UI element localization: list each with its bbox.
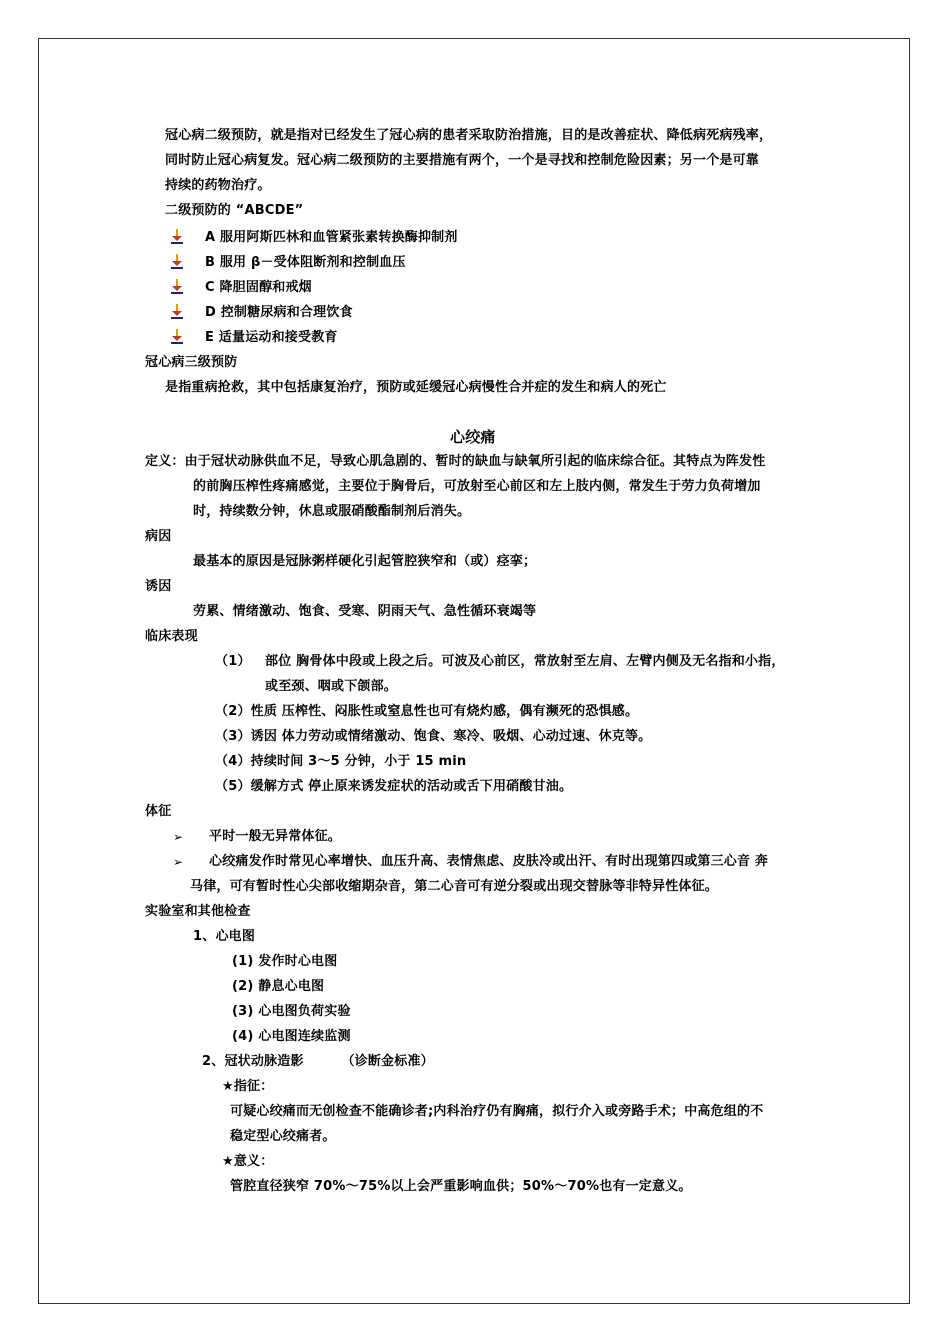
definition-line3: 时，持续数分钟，休息或服硝酸酯制剂后消失。 [193,504,471,519]
sign-heading: 体征 [145,804,172,819]
sign-item-1: 平时一般无异常体征。 [209,829,342,844]
clinical-item-5: （5）缓解方式 停止原来诱发症状的活动或舌下用硝酸甘油。 [215,779,573,794]
definition-line1: 定义：由于冠状动脉供血不足，导致心肌急剧的、暂时的缺血与缺氧所引起的临床综合征。其特点为阵发性 [145,454,766,469]
clinical-heading: 临床表现 [145,629,198,644]
cause-heading: 病因 [145,529,172,544]
ecg-item-3: (3) 心电图负荷实验 [232,1004,351,1019]
ecg-item-1: (1) 发作时心电图 [232,954,338,969]
indication-line1: 可疑心绞痛而无创检查不能确诊者;内科治疗仍有胸痛，拟行介入或旁路手术；中高危组的不 [230,1104,764,1119]
sign-item-2-line2: 马律，可有暂时性心尖部收缩期杂音，第二心音可有逆分裂或出现交替脉等非特异性体征。 [190,879,719,894]
arrow-bullet-icon [170,304,184,320]
secondary-para-line1: 冠心病二级预防，就是指对已经发生了冠心病的患者采取防治措施，目的是改善症状、降低病死病残率， [165,128,773,143]
angiography-heading: 2、冠状动脉造影 （诊断金标准） [202,1054,434,1069]
abcde-item-d: D 控制糖尿病和合理饮食 [205,305,353,320]
clinical-item-1-line1: 部位 胸骨体中段或上段之后。可波及心前区，常放射至左肩、左臂内侧及无名指和小指， [265,654,785,669]
arrow-bullet-icon [170,329,184,345]
indication-heading: ★指征： [222,1079,274,1094]
section-title: 心绞痛 [450,428,496,446]
chevron-bullet-icon: ➢ [173,830,184,844]
chevron-bullet-icon: ➢ [173,855,184,869]
clinical-item-4: （4）持续时间 3～5 分钟，小于 15 min [215,754,467,769]
abcde-item-b: B 服用 β－受体阻断剂和控制血压 [205,255,406,270]
sign-item-2-line1: 心绞痛发作时常见心率增快、血压升高、表情焦虑、皮肤冷或出汗、有时出现第四或第三心音 奔 [209,854,769,869]
meaning-heading: ★意义： [222,1154,274,1169]
meaning-text: 管腔直径狭窄 70%～75%以上会严重影响血供；50%～70%也有一定意义。 [230,1179,692,1194]
secondary-para-line3: 持续的药物治疗。 [165,178,271,193]
arrow-bullet-icon [170,254,184,270]
ecg-item-2: (2) 静息心电图 [232,979,325,994]
clinical-item-1-number: （1） [215,654,251,669]
clinical-item-3: （3）诱因 体力劳动或情绪激动、饱食、寒冷、吸烟、心动过速、休克等。 [215,729,652,744]
cause-text: 最基本的原因是冠脉粥样硬化引起管腔狭窄和（或）痉挛； [193,554,537,569]
indication-line2: 稳定型心绞痛者。 [230,1129,336,1144]
clinical-item-1-line2: 或至颈、咽或下颌部。 [265,679,398,694]
ecg-item-4: (4) 心电图连续监测 [232,1029,351,1044]
abcde-heading: 二级预防的 “ABCDE” [165,203,304,218]
lab-heading: 实验室和其他检查 [145,904,251,919]
secondary-para-line2: 同时防止冠心病复发。冠心病二级预防的主要措施有两个，一个是寻找和控制危险因素；另一个是可靠 [165,153,760,168]
abcde-item-c: C 降胆固醇和戒烟 [205,280,312,295]
clinical-item-2: （2）性质 压榨性、闷胀性或窒息性也可有烧灼感，偶有濒死的恐惧感。 [215,704,639,719]
definition-line2: 的前胸压榨性疼痛感觉，主要位于胸骨后，可放射至心前区和左上肢内侧，常发生于劳力负荷增加 [193,479,761,494]
abcde-item-e: E 适量运动和接受教育 [205,330,338,345]
tertiary-heading: 冠心病三级预防 [145,355,238,370]
abcde-item-a: A 服用阿斯匹林和血管紧张素转换酶抑制剂 [205,230,458,245]
ecg-heading: 1、心电图 [193,929,256,944]
trigger-heading: 诱因 [145,579,172,594]
arrow-bullet-icon [170,279,184,295]
arrow-bullet-icon [170,229,184,245]
tertiary-text: 是指重病抢救，其中包括康复治疗，预防或延缓冠心病慢性合并症的发生和病人的死亡 [165,380,667,395]
trigger-text: 劳累、情绪激动、饱食、受寒、阴雨天气、急性循环衰竭等 [193,604,537,619]
